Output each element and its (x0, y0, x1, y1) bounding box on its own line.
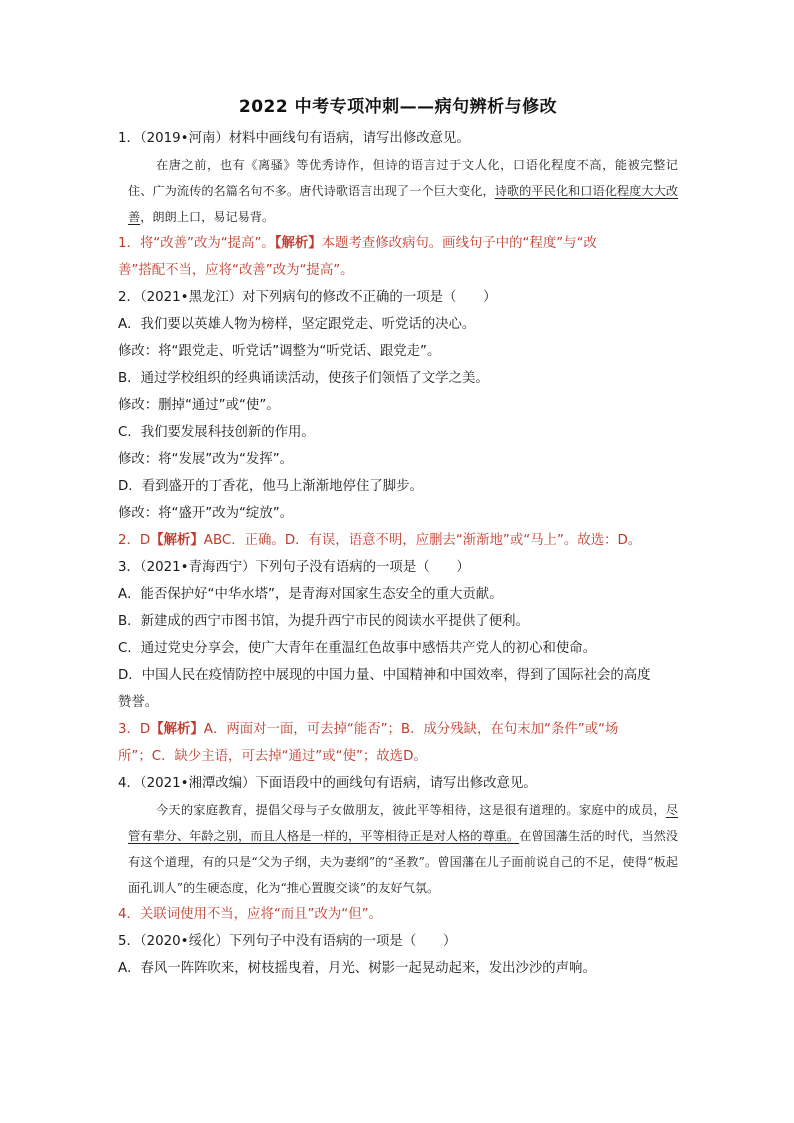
q3-option-d-line-2: 赞誉。 (118, 695, 159, 710)
q2-option-b: B．通过学校组织的经典诵读活动，使孩子们领悟了文学之美。 (118, 371, 489, 386)
q1-passage-text-b: ，朗朗上口，易记易背。 (140, 210, 275, 224)
q4-passage (128, 797, 678, 901)
q2-analysis-tag: 【解析】 (150, 533, 204, 548)
q2-option-d-fix: 修改：将“盛开”改为“绽放”。 (118, 506, 294, 521)
q5-stem: 5．（2020•绥化）下列句子中没有语病的一项是（ ） (118, 934, 457, 949)
q3-option-a: A．能否保护好“中华水塔”，是青海对国家生态安全的重大贡献。 (118, 587, 503, 602)
q1-underlined-sentence: 诗歌的平民化和口语化程度大大改善 (128, 184, 679, 224)
q3-answer-rest: A．两面对一面，可去掉“能否”；B．成分残缺，在句末加“条件”或“场 (203, 722, 619, 737)
q1-stem: 1．（2019•河南）材料中画线句有语病，请写出修改意见。 (118, 131, 470, 146)
q3-option-b: B．新建成的西宁市图书馆，为提升西宁市民的阅读水平提供了便利。 (118, 614, 529, 629)
q5-option-a: A．春风一阵阵吹来，树枝摇曳着，月光、树影一起晃动起来，发出沙沙的声响。 (118, 961, 596, 976)
q2-option-c: C．我们要发展科技创新的作用。 (118, 425, 315, 440)
document-content (118, 92, 678, 982)
q3-option-c: C．通过党史分享会，使广大青年在重温红色故事中感悟共产党人的初心和使命。 (118, 641, 597, 656)
q1-answer-line-2: 善”搭配不当，应将“改善”改为“提高”。 (118, 263, 354, 278)
q1-analysis-tag: 【解析】 (274, 236, 322, 251)
q1-passage-text-a: 在唐之前，也有《离骚》等优秀诗作，但诗的语言过于文人化，口语化程度不高，能被完整记住、广为流传的名篇名句不多。唐代诗歌语言出现了一个巨大变化， (128, 158, 678, 198)
q3-answer-line-2: 所”；C．缺少主语，可去掉“通过”或“使”；故选D。 (118, 749, 427, 764)
q2-option-a: A．我们要以英雄人物为榜样，坚定跟党走、听党话的决心。 (118, 317, 476, 332)
q4-stem: 4．（2021•湘潭改编）下面语段中的画线句有语病，请写出修改意见。 (118, 776, 537, 791)
q4-passage-text-b: 在曾国藩生活的时代，当然没有这个道理，有的只是“父为子纲，夫为妻纲”的“圣教”。曾国藩在儿子面前说自己的不足，使得“板起面孔训人”的生硬态度，化为“推心置腹交谈”的友好气氛。 (128, 829, 679, 895)
q3-answer-line-1 (118, 716, 678, 743)
q3-analysis-tag: 【解析】 (150, 722, 204, 737)
q3-option-d-line-1: D．中国人民在疫情防控中展现的中国力量、中国精神和中国效率，得到了国际社会的高度 (118, 668, 651, 683)
q1-answer-prefix: 1．将“改善”改为“提高”。 (118, 236, 275, 251)
q3-answer-prefix: 3．D (118, 722, 151, 737)
q2-option-b-fix: 修改：删掉“通过”或“使”。 (118, 398, 280, 413)
q3-stem: 3．（2021•青海西宁）下列句子没有语病的一项是（ ） (118, 560, 470, 575)
q2-answer-rest: ABC．正确。D．有误，语意不明，应删去“渐渐地”或“马上”。故选：D。 (203, 533, 642, 548)
q1-answer-rest: 本题考查修改病句。画线句子中的“程度”与“改 (321, 236, 597, 251)
q2-option-c-fix: 修改：将“发展”改为“发挥”。 (118, 452, 294, 467)
q4-underlined-sentence: 尽管有辈分、年龄之别，而且人格是一样的，平等相待正是对人格的尊重。 (128, 803, 678, 843)
q2-stem: 2．（2021•黑龙江）对下列病句的修改不正确的一项是（ ） (118, 290, 497, 305)
q2-option-d: D．看到盛开的丁香花，他马上渐渐地停住了脚步。 (118, 479, 423, 494)
q1-passage (128, 152, 678, 230)
q1-answer-line-1 (118, 230, 678, 257)
q4-passage-text-a: 今天的家庭教育，提倡父母与子女做朋友，彼此平等相待，这是很有道理的。家庭中的成员， (156, 803, 666, 817)
page-title: 2022 中考专项冲刺——病句辨析与修改 (238, 97, 558, 117)
q2-answer-prefix: 2．D (118, 533, 151, 548)
q4-answer: 4．关联词使用不当，应将“而且”改为“但”。 (118, 907, 382, 922)
q2-answer (118, 527, 678, 554)
q2-option-a-fix: 修改：将“跟党走、听党话”调整为“听党话、跟党走”。 (118, 344, 441, 359)
